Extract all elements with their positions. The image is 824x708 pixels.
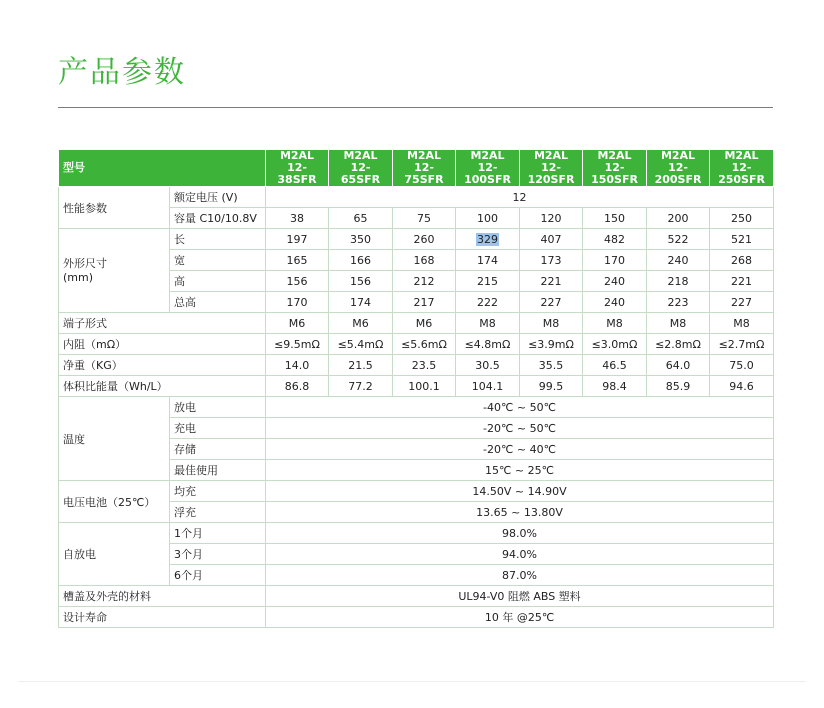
cell: 240 (583, 271, 647, 292)
material-value: UL94-V0 阻燃 ABS 塑料 (266, 586, 774, 607)
cat-terminal: 端子形式 (59, 313, 266, 334)
cell: 120 (520, 208, 583, 229)
cat-performance: 性能参数 (59, 187, 170, 229)
cell: 173 (520, 250, 583, 271)
cat-self-discharge: 自放电 (59, 523, 170, 586)
header-row (59, 150, 774, 187)
dims-unit: (mm) (63, 270, 94, 284)
cell: 197 (266, 229, 329, 250)
cell: 65 (329, 208, 393, 229)
cell: 227 (710, 292, 774, 313)
cell: 222 (456, 292, 520, 313)
header-category: 型号 (59, 150, 266, 187)
cell (456, 229, 520, 250)
cell: 240 (647, 250, 710, 271)
header-model: M2AL 12-100SFR (456, 150, 520, 187)
cat-resistance: 内阻（mΩ） (59, 334, 266, 355)
cat-energy-density: 体积比能量（Wh/L） (59, 376, 266, 397)
header-model: M2AL 12-38SFR (266, 150, 329, 187)
cell: M8 (456, 313, 520, 334)
cell: 250 (710, 208, 774, 229)
cell: 227 (520, 292, 583, 313)
design-life-value: 10 年 @25℃ (266, 607, 774, 628)
cell: 217 (393, 292, 456, 313)
self-discharge-6m-value: 87.0% (266, 565, 774, 586)
float-value: 13.65 ~ 13.80V (266, 502, 774, 523)
sub-equalize: 均充 (170, 481, 266, 502)
cell: 170 (583, 250, 647, 271)
sub-total-height: 总高 (170, 292, 266, 313)
cell: 30.5 (456, 355, 520, 376)
cat-weight: 净重（KG） (59, 355, 266, 376)
sub-height: 高 (170, 271, 266, 292)
cat-design-life: 设计寿命 (59, 607, 266, 628)
header-model: M2AL 12-120SFR (520, 150, 583, 187)
cell: 94.6 (710, 376, 774, 397)
cell: 77.2 (329, 376, 393, 397)
spec-table (58, 149, 774, 628)
cell: 100.1 (393, 376, 456, 397)
sub-float: 浮充 (170, 502, 266, 523)
selected-text[interactable]: 329 (477, 232, 498, 246)
row-temp-discharge (59, 397, 774, 418)
header-model: M2AL 12-200SFR (647, 150, 710, 187)
cell: 168 (393, 250, 456, 271)
cat-dimensions (59, 229, 170, 313)
title-divider (58, 107, 773, 108)
cell: ≤3.9mΩ (520, 334, 583, 355)
row-terminal (59, 313, 774, 334)
cell: M8 (583, 313, 647, 334)
cell: 212 (393, 271, 456, 292)
cell: 46.5 (583, 355, 647, 376)
row-design-life (59, 607, 774, 628)
sub-best-use: 最佳使用 (170, 460, 266, 481)
best-temp-value: 15℃ ~ 25℃ (266, 460, 774, 481)
cell: M8 (647, 313, 710, 334)
cell: 240 (583, 292, 647, 313)
cell: 407 (520, 229, 583, 250)
cell: ≤4.8mΩ (456, 334, 520, 355)
row-equalize (59, 481, 774, 502)
cell: 86.8 (266, 376, 329, 397)
cat-temperature: 温度 (59, 397, 170, 481)
cell: M6 (329, 313, 393, 334)
cell: 100 (456, 208, 520, 229)
cell: 268 (710, 250, 774, 271)
sub-capacity: 容量 C10/10.8V (170, 208, 266, 229)
header-model: M2AL 12-150SFR (583, 150, 647, 187)
rated-voltage-value: 12 (266, 187, 774, 208)
cell: 170 (266, 292, 329, 313)
discharge-temp-value: -40℃ ~ 50℃ (266, 397, 774, 418)
cell: 75.0 (710, 355, 774, 376)
sub-rated-voltage: 额定电压 (V) (170, 187, 266, 208)
cell: 221 (710, 271, 774, 292)
cell: M8 (710, 313, 774, 334)
cell: 98.4 (583, 376, 647, 397)
cell: 522 (647, 229, 710, 250)
self-discharge-1m-value: 98.0% (266, 523, 774, 544)
footer-divider (18, 681, 806, 682)
sub-3-month: 3个月 (170, 544, 266, 565)
cell: 104.1 (456, 376, 520, 397)
sub-discharge: 放电 (170, 397, 266, 418)
cell: ≤3.0mΩ (583, 334, 647, 355)
cell: 23.5 (393, 355, 456, 376)
sub-charge: 充电 (170, 418, 266, 439)
cell: 215 (456, 271, 520, 292)
sub-storage: 存储 (170, 439, 266, 460)
cell: ≤5.4mΩ (329, 334, 393, 355)
cell: 218 (647, 271, 710, 292)
charge-temp-value: -20℃ ~ 50℃ (266, 418, 774, 439)
cell: ≤2.8mΩ (647, 334, 710, 355)
row-weight (59, 355, 774, 376)
cell: 174 (329, 292, 393, 313)
cell: 38 (266, 208, 329, 229)
cat-material: 槽盖及外壳的材料 (59, 586, 266, 607)
sub-1-month: 1个月 (170, 523, 266, 544)
cell: 221 (520, 271, 583, 292)
cell: 260 (393, 229, 456, 250)
cell: M6 (393, 313, 456, 334)
equalize-value: 14.50V ~ 14.90V (266, 481, 774, 502)
row-length (59, 229, 774, 250)
cell: 174 (456, 250, 520, 271)
row-resistance (59, 334, 774, 355)
cell: 14.0 (266, 355, 329, 376)
page-title: 产品参数 (58, 55, 186, 90)
cell: ≤2.7mΩ (710, 334, 774, 355)
cell: 521 (710, 229, 774, 250)
cell: 21.5 (329, 355, 393, 376)
cell: 156 (329, 271, 393, 292)
sub-width: 宽 (170, 250, 266, 271)
row-rated-voltage (59, 187, 774, 208)
cell: 99.5 (520, 376, 583, 397)
header-model: M2AL 12-250SFR (710, 150, 774, 187)
cell: 64.0 (647, 355, 710, 376)
self-discharge-3m-value: 94.0% (266, 544, 774, 565)
cell: M6 (266, 313, 329, 334)
row-self-discharge-1m (59, 523, 774, 544)
sub-length: 长 (170, 229, 266, 250)
storage-temp-value: -20℃ ~ 40℃ (266, 439, 774, 460)
header-model: M2AL 12-65SFR (329, 150, 393, 187)
dims-label: 外形尺寸 (63, 256, 107, 270)
cell: 156 (266, 271, 329, 292)
cell: 350 (329, 229, 393, 250)
cell: 223 (647, 292, 710, 313)
cat-cell-voltage: 电压电池（25℃） (59, 481, 170, 523)
cell: 482 (583, 229, 647, 250)
header-model: M2AL 12-75SFR (393, 150, 456, 187)
sub-6-month: 6个月 (170, 565, 266, 586)
cell: 150 (583, 208, 647, 229)
row-energy-density (59, 376, 774, 397)
cell: 75 (393, 208, 456, 229)
cell: 165 (266, 250, 329, 271)
cell: 200 (647, 208, 710, 229)
row-material (59, 586, 774, 607)
cell: 35.5 (520, 355, 583, 376)
cell: 85.9 (647, 376, 710, 397)
cell: M8 (520, 313, 583, 334)
cell: ≤5.6mΩ (393, 334, 456, 355)
cell: 166 (329, 250, 393, 271)
cell: ≤9.5mΩ (266, 334, 329, 355)
